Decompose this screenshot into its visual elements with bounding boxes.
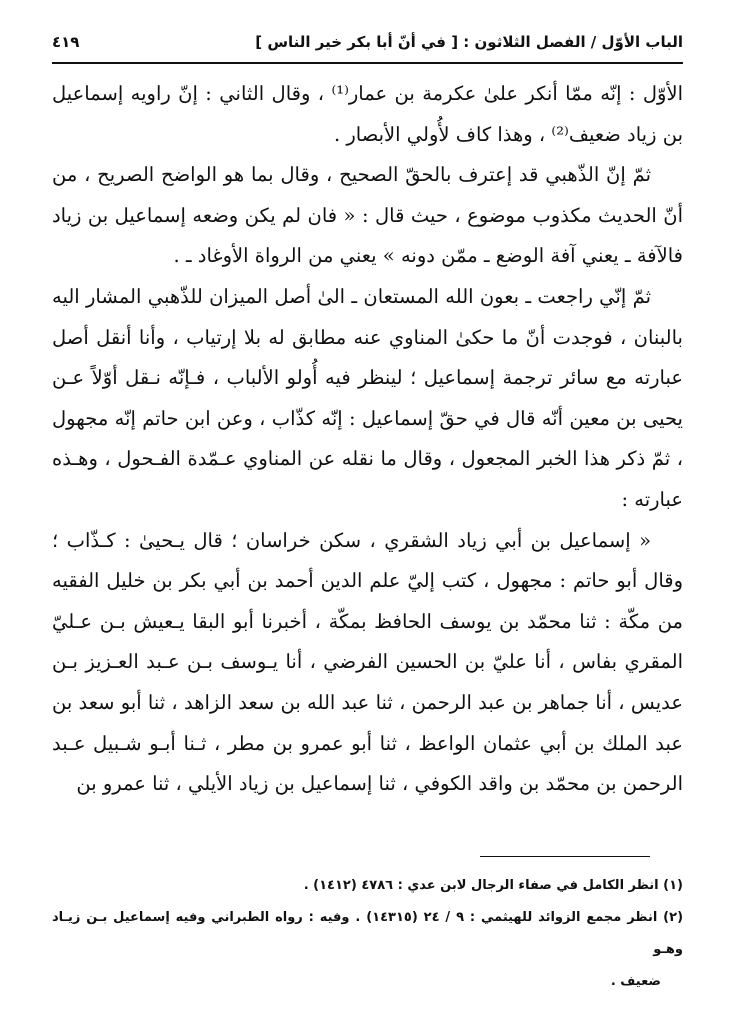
page-number: ٤١٩ [52, 33, 80, 51]
paragraph: ثمّ إنّ الذّهبي قد إعترف بالحقّ الصحيح ، وقال بما هو الواضح الصريح ، من أنّ الحديث مكذوب موضوع ، حيث قال : « فان لم يكن وضعه إسماعيل بن زياد فالآفة ـ يعني آفة الوضع ـ ممّن دونه » يعني من الرواة الأوغاد ـ . [52, 163, 683, 268]
paragraph: ثمّ إنّي راجعت ـ بعون الله المستعان ـ الىٰ أصل الميزان للذّهبي المشار اليه بالبنان ، فوجدت أنّ ما حكىٰ المناوي عنه مطابق له بلا إرتياب ، وأنا أنقل أصل عبارته مع سائر ترجمة إسماعيل ؛ لينظر فيه أُولو الألباب ، فـإنّه نـقل أوّلاً عـن يحيى بن معين أنّه قال في حقّ إسماعيل : إنّه كذّاب ، وعن ابن حاتم إنّه مجهول ، ثمّ ذكر هذا الخبر المجعول ، وقال ما نقله عن المناوي عـمّدة الفـحول ، وهـذه عبارته : [52, 284, 683, 511]
main-text [52, 74, 683, 805]
paragraph: الأوّل : إنّه ممّا أنكر علىٰ عكرمة بن عمار⁽¹⁾ ، وقال الثاني : إنّ راويه إسماعيل بن زياد ضعيف⁽²⁾ ، وهذا كاف لأُولي الأبصار . [52, 82, 683, 146]
footnote-separator [480, 856, 650, 857]
chapter-title: الباب الأوّل / الفصل الثلاثون : [ في أنّ أبا بكر خير الناس ] [255, 33, 683, 51]
footnote-2-continuation: ضعيف . [610, 974, 661, 989]
footnote-1: (١) انظر الكامل في صفاء الرجال لابن عدي : ٤٧٨٦ (١٤١٢) . [303, 878, 683, 893]
quoted-paragraph: « إسماعيل بن أبي زياد الشقري ، سكن خراسان ؛ قال يـحيىٰ : كـذّاب ؛ وقال أبو حاتم : مجهول ، كتب إليّ علم الدين أحمد بن أبي بكر بن خليل الفقيه من مكّة : ثنا محمّد بن يوسف الحافظ بمكّة ، أخبرنا أبو البقا يـعيش بـن عـليّ المقري بفاس ، أنا عليّ بن الحسين الفرضي ، أنا يـوسف بـن عـبد العـزيز بـن عديس ، أنا جماهر بن عبد الرحمن ، ثنا عبد الله بن سعد الزاهد ، ثنا أبو سعد بن عبد الملك بن أبي عثمان الواعظ ، ثنا أبو عمرو بن مطر ، ثـنا أبـو شـبيل عـبد الرحمن بن محمّد بن واقد الكوفي ، ثنا إسماعيل بن زياد الأيلي ، ثنا عمرو بن [52, 528, 683, 796]
footnote-2: (٢) انظر مجمع الزوائد للهيثمي : ٩ / ٢٤ (١٤٣١٥) . وفيه : رواه الطبراني وفيه إسماعيل بـن زيـاد وهـو [52, 910, 684, 957]
running-header [52, 22, 683, 64]
footnotes [52, 870, 683, 998]
